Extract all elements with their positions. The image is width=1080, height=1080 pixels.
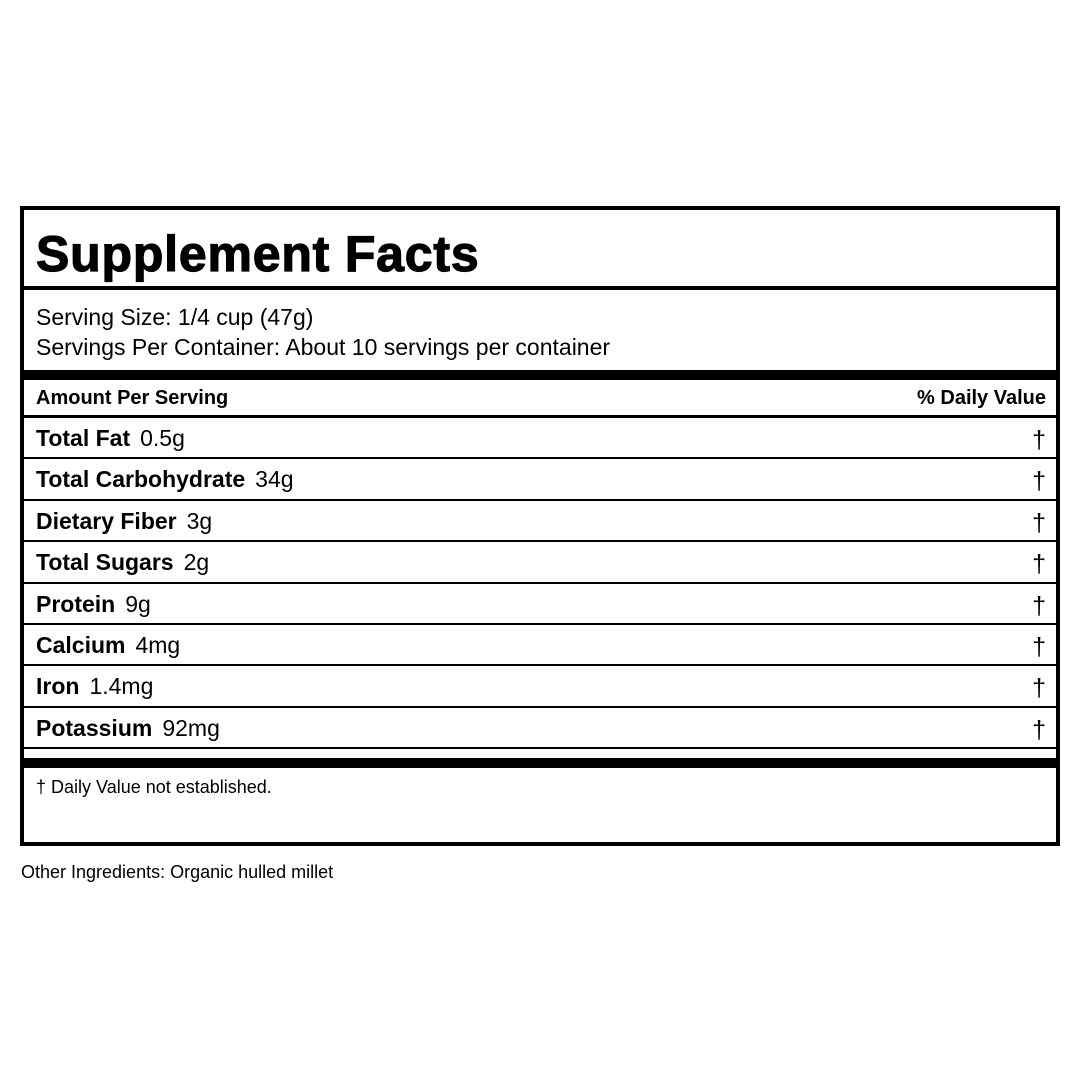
thick-divider-bottom bbox=[24, 758, 1056, 768]
nutrient-name: Dietary Fiber 3g bbox=[36, 507, 213, 534]
nutrient-name: Total Carbohydrate 34g bbox=[36, 466, 294, 493]
nutrient-name: Total Fat 0.5g bbox=[36, 425, 185, 451]
nutrient-daily-value: † bbox=[1032, 550, 1046, 579]
nutrient-row-iron bbox=[24, 666, 1056, 707]
nutrient-row-protein bbox=[24, 584, 1056, 625]
nutrient-amount: 92mg bbox=[162, 714, 220, 741]
nutrient-daily-value: † bbox=[1032, 674, 1046, 703]
thick-divider-top bbox=[24, 370, 1056, 380]
daily-value-header: % Daily Value bbox=[917, 387, 1046, 409]
nutrient-rows bbox=[24, 418, 1056, 749]
nutrient-name: Total Sugars 2g bbox=[36, 549, 210, 576]
nutrient-daily-value: † bbox=[1032, 467, 1046, 496]
amount-per-serving-header: Amount Per Serving bbox=[36, 387, 229, 409]
nutrient-row-calcium bbox=[24, 625, 1056, 666]
nutrient-name: Protein 9g bbox=[36, 590, 151, 617]
nutrient-daily-value: † bbox=[1032, 508, 1046, 537]
nutrient-name: Iron 1.4mg bbox=[36, 673, 154, 700]
nutrient-row-total-sugars bbox=[24, 542, 1056, 583]
nutrient-amount: 9g bbox=[125, 590, 151, 617]
nutrient-amount: 4mg bbox=[135, 631, 181, 658]
nutrient-amount: 1.4mg bbox=[89, 673, 154, 700]
title-section bbox=[24, 210, 1056, 290]
column-header-row bbox=[24, 380, 1056, 418]
serving-size: Serving Size: 1/4 cup (47g) bbox=[36, 304, 314, 330]
panel-title: Supplement Facts bbox=[36, 226, 480, 282]
nutrient-daily-value: † bbox=[1032, 426, 1046, 454]
other-ingredients: Other Ingredients: Organic hulled millet bbox=[21, 862, 334, 882]
empty-spacer-row bbox=[24, 749, 1056, 758]
nutrient-daily-value: † bbox=[1032, 715, 1046, 744]
nutrient-amount: 0.5g bbox=[140, 425, 185, 451]
nutrient-amount: 34g bbox=[255, 466, 294, 493]
nutrient-daily-value: † bbox=[1032, 632, 1046, 661]
servings-per-container: Servings Per Container: About 10 servings per container bbox=[36, 334, 611, 360]
nutrient-daily-value: † bbox=[1032, 591, 1046, 620]
nutrient-name: Calcium 4mg bbox=[36, 631, 181, 658]
daily-value-footnote: † Daily Value not established. bbox=[36, 777, 272, 797]
nutrient-row-total-fat bbox=[24, 418, 1056, 459]
nutrient-row-potassium bbox=[24, 708, 1056, 749]
nutrient-row-total-carbohydrate bbox=[24, 459, 1056, 500]
supplement-facts-panel bbox=[20, 206, 1060, 846]
nutrient-amount: 2g bbox=[183, 549, 210, 576]
nutrient-name: Potassium 92mg bbox=[36, 714, 220, 741]
nutrient-amount: 3g bbox=[186, 507, 213, 534]
serving-info bbox=[24, 290, 1056, 370]
nutrient-row-dietary-fiber bbox=[24, 501, 1056, 542]
